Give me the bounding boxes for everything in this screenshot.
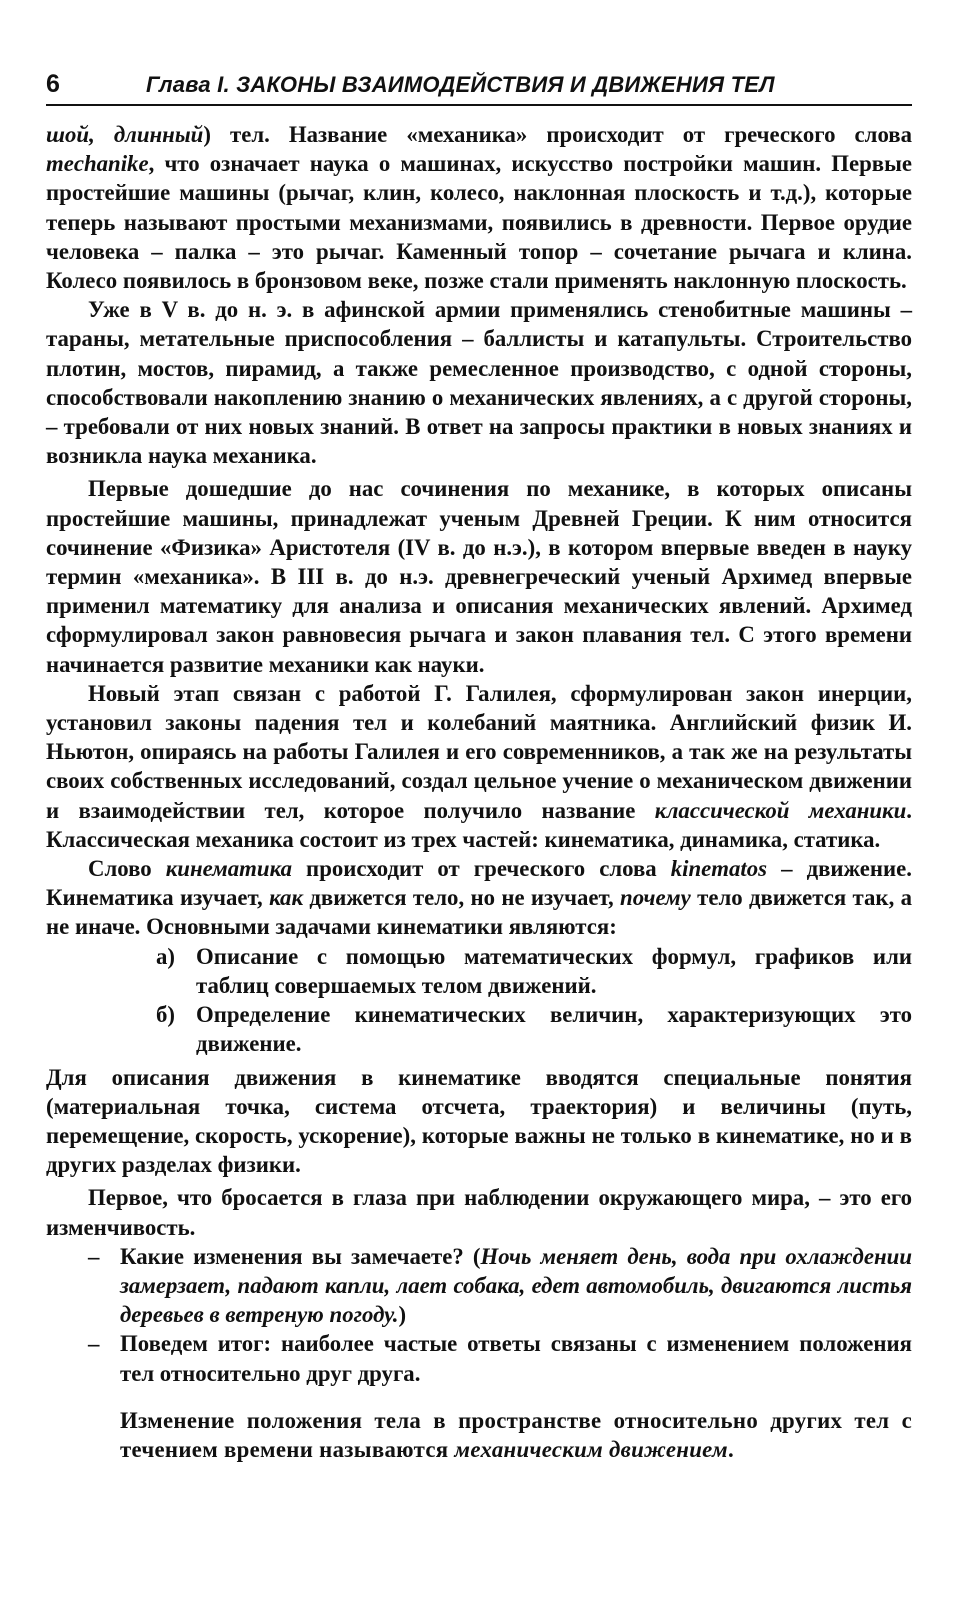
paragraph-2: Уже в V в. до н. э. в афинской армии применялись стенобитные машины – тараны, метательные приспособления – баллисты и катапульты. Строительство плотин, мостов, пирамид, а также ремесленное производство, с одной стороны, способствовали накоплению знанию о механических явлениях, а с другой стороны, – требовали от них новых знаний. В ответ на запросы практики в новых знаниях и возникла наука механика. bbox=[46, 297, 912, 469]
italic-term: классической механики bbox=[654, 797, 907, 823]
page-header bbox=[46, 70, 912, 106]
text-fragment: . bbox=[727, 1436, 734, 1462]
list-item-text: Описание с помощью математических формул, графиков или таблиц совершаемых телом движений. bbox=[196, 943, 912, 998]
page-body bbox=[46, 120, 912, 1464]
italic-term: почему bbox=[620, 885, 691, 911]
dash-marker: – bbox=[88, 1331, 100, 1357]
list-marker: б) bbox=[156, 1002, 175, 1028]
text-fragment: ) bbox=[398, 1302, 407, 1328]
dash-item-text: Поведем итог: наиболее частые ответы связаны с изменением положения тел относительно друг друга. bbox=[120, 1331, 912, 1386]
text-fragment: происходит от греческого слова bbox=[291, 856, 671, 882]
italic-term: кинематика bbox=[165, 856, 292, 882]
text-fragment: движется тело, но не изучает, bbox=[303, 885, 621, 911]
defined-term: механическим движением bbox=[454, 1436, 728, 1462]
italic-term: mechanike bbox=[46, 151, 149, 177]
dash-item-1 bbox=[46, 1242, 912, 1330]
page-number: 6 bbox=[46, 70, 60, 98]
list-marker: а) bbox=[156, 943, 175, 969]
list-item-text: Определение кинематических величин, характеризующих это движение. bbox=[196, 1002, 912, 1057]
paragraph-7: Первое, что бросается в глаза при наблюдении окружающего мира, – это его изменчивость. bbox=[46, 1185, 912, 1240]
text-fragment: – движение. Кинематика изучает, bbox=[46, 856, 912, 911]
paragraph-4 bbox=[46, 679, 912, 854]
dash-marker: – bbox=[88, 1243, 100, 1269]
text-fragment: . Классическая механика состоит из трех частей: кинематика, динамика, статика. bbox=[46, 797, 912, 852]
list-item-a bbox=[46, 942, 912, 1000]
text-fragment: Изменение положения тела в пространстве относительно других тел с течением времени называются bbox=[120, 1407, 912, 1462]
italic-fragment: шой, длинный bbox=[46, 122, 204, 147]
paragraph-3: Первые дошедшие до нас сочинения по механике, в которых описаны простейшие машины, принадлежат ученым Древней Греции. К ним относится сочинение «Физика» Аристотеля (IV в. до н.э.), в котором впервые введен в науку термин «механика». В III в. до н.э. древнегреческий ученый Архимед впервые применил математику для анализа и описания механических явлений. Архимед сформулировал закон равновесия рычага и закон плавания тел. С этого времени начинается развитие механики как науки. bbox=[46, 476, 912, 677]
italic-examples: Ночь меняет день, вода при охлаждении замерзает, падают капли, лает собака, едет автомобиль, двигаются листья деревьев в ветреную погоду. bbox=[120, 1243, 912, 1328]
text-fragment: Слово bbox=[88, 856, 166, 882]
italic-term: kinematos bbox=[670, 856, 768, 882]
dash-item-text bbox=[120, 1242, 912, 1330]
paragraph-6: Для описания движения в кинематике вводятся специальные понятия (материальная точка, система отсчета, траектория) и величины (путь, перемещение, скорость, ускорение), которые важны не только в кинематике, но и в других разделах физики. bbox=[46, 1064, 912, 1178]
list-item-b bbox=[46, 1000, 912, 1058]
text-fragment: тело движется так, а не иначе. Основными задачами кинематики являются: bbox=[46, 885, 912, 940]
dash-item-2 bbox=[46, 1329, 912, 1387]
definition bbox=[46, 1406, 912, 1464]
text-fragment: ) тел. Название «механика» происходит от греческого слова bbox=[203, 122, 912, 147]
running-title: Глава I. ЗАКОНЫ ВЗАИМОДЕЙСТВИЯ И ДВИЖЕНИЯ ТЕЛ bbox=[146, 72, 775, 97]
italic-term: как bbox=[269, 885, 304, 911]
paragraph-5 bbox=[46, 854, 912, 942]
text-fragment: , что означает наука о машинах, искусство постройки машин. Первые простейшие машины (рычаг, клин, колесо, наклонная плоскость и т.д.), которые теперь называют простыми механизмами, появились в древности. Первое орудие человека – палка – это рычаг. Каменный топор – сочетание рычага и клина. Колесо появилось в бронзовом веке, позже стали применять наклонную плоскость. bbox=[46, 151, 912, 294]
text-fragment: Новый этап связан с работой Г. Галилея, сформулирован закон инерции, установил законы падения тел и колебаний маятника. Английский физик И. Ньютон, опираясь на работы Галилея и его современников, а так же на результаты своих собственных исследований, создал цельное учение о механическом движении и взаимодействии тел, которое получило название bbox=[46, 680, 912, 823]
text-fragment: Какие изменения вы замечаете? ( bbox=[120, 1243, 481, 1269]
paragraph-1 bbox=[46, 120, 912, 295]
